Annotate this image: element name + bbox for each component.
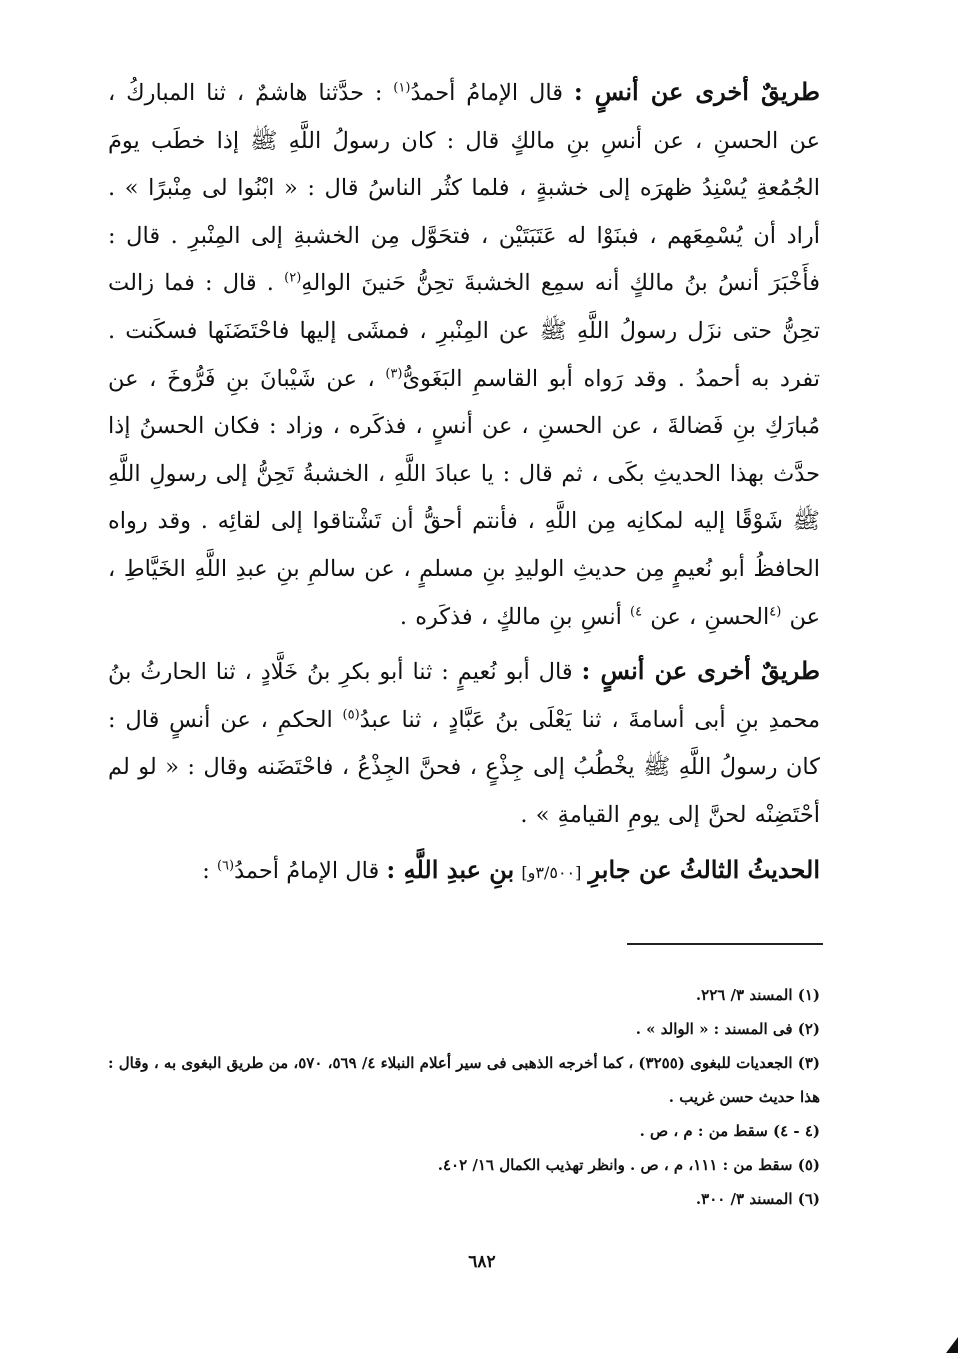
paragraph-2 [108,647,820,839]
section-heading-1: طريقٌ أخرى عن أنسٍ : [573,77,821,106]
text-segment: ، عن شَيْبانَ بنِ فَرُّوخَ ، عن مُبارَكِ بنِ فَضالةَ ، عن الحسنِ ، عن أنسٍ ، فذكَره ، وزاد : فكان الحسنُ إذا حدَّث بهذا الحديثِ بكَى ، ثم قال : يا عبادَ اللَّهِ ، الخشبةُ تَحِنُّ إلى رسولِ اللَّهِ ﷺ شَوْقًا إليه لمكانِه مِن اللَّهِ ، فأنتم أحقُّ أن تَشْتاقوا إلى لقائِه . وقد رواه الحافظُ أبو نُعيمٍ مِن حديثِ الوليدِ بنِ مسلمٍ ، عن سالمِ بنِ عبدِ اللَّهِ الخَيَّاطِ ، عن [108,365,820,630]
paragraph-1 [108,68,820,641]
footnotes [108,978,820,1216]
footnote-6: (٦) المسند ٣/ ٣٠٠. [695,1190,820,1208]
footnote-separator [627,943,823,945]
footnote-marker-3: (٣) [385,366,403,382]
hadith-heading-part2: بنِ عبدِ اللَّهِ : [386,854,515,884]
text-segment: أنسِ بنِ مالكٍ ، فذكَره . [399,603,622,630]
hadith-heading-part3: قال الإمامُ أحمدُ [234,857,380,884]
footnote-2: (٢) فى المسند : « الوالد » . [635,1020,820,1038]
main-text [108,68,820,896]
footnote-4: (٤ - ٤) سقط من : م ، ص . [639,1122,820,1140]
text-segment: الحسنِ ، عن [650,603,770,630]
footnote-marker-4-open: (٤ [769,604,782,620]
hadith-heading-part1: الحديثُ الثالثُ عن جابرِ [588,854,820,884]
footnote-marker-6: (٦) [216,858,235,873]
footnote-1: (١) المسند ٣/ ٢٢٦. [695,986,820,1004]
footnote-3: (٣) الجعديات للبغوى (٣٢٥٥) ، كما أخرجه الذهبى فى سير أعلام النبلاء ٤/ ٥٦٩، ٥٧٠، من طريق البغوى به ، وقال : هذا حديث حسن غريب . [108,1054,820,1106]
text-segment: قال أبو نُعيمٍ : ثنا أبو بكرِ بنُ خَلَّادٍ ، ثنا الحارثُ بنُ محمدِ بنِ أبى أسامةَ ، ثنا يَعْلَى بنُ عَبَّادٍ ، ثنا عبدُ [108,659,820,733]
section-heading-2: طريقٌ أخرى عن أنسٍ : [581,656,820,686]
footnote-marker-5: (٥) [342,707,360,723]
text-segment: . قال : فما زالت تحِنُّ حتى نزَل رسولُ اللَّهِ ﷺ عن المِنْبرِ ، فمشَى إليها فاحْتَضَنَها فسكَنت . تفرد به أحمدُ . وقد رَواه أبو القاسمِ البَغَوىُّ [108,270,820,392]
footnote-5: (٥) سقط من : ١١١، م ، ص . وانظر تهذيب الكمال ١٦/ ٤٠٢. [437,1156,820,1174]
volume-reference: [٣/٥٠٠و] [521,862,582,882]
hadith-heading [108,846,820,897]
text-segment: : حدَّثنا هاشمٌ ، ثنا المباركُ ، عن الحسنِ ، عن أنسِ بنِ مالكٍ قال : كان رسولُ اللَّهِ ﷺ إذا خطَب يومَ الجُمُعةِ يُسْنِدُ ظهرَه إلى خشبةٍ ، فلما كثُر الناسُ قال : « ابْنُوا لى مِنْبرًا » . أراد أن يُسْمِعَهم ، فبنَوْا له عَتَبَتَيْن ، فتحَوَّل مِن الخشبةِ إلى المِنْبرِ . قال : فأَخْبَرَ أنسُ بنُ مالكٍ أنه سمِع الخشبةَ تحِنُّ حَنينَ الوالهِ [108,80,821,297]
footnote-marker-4-close: ٤) [630,604,643,620]
footnote-marker-1: (١) [393,80,411,96]
page-number: ٦٨٢ [468,1252,496,1272]
text-segment: الحكمِ ، عن أنسٍ قال : كان رسولُ اللَّهِ ﷺ يخْطُبُ إلى جِذْعٍ ، فحنَّ الجِذْعُ ، فاحْتَضَنه وقال : « لو لم أحْتَضِنْه لحنَّ إلى يومِ القيامةِ » . [108,706,820,828]
footnote-marker-2: (٢) [284,270,302,286]
text-segment: قال الإمامُ أحمدُ [410,80,563,106]
corner-mark [946,1337,958,1353]
hadith-heading-colon: : [202,857,210,884]
